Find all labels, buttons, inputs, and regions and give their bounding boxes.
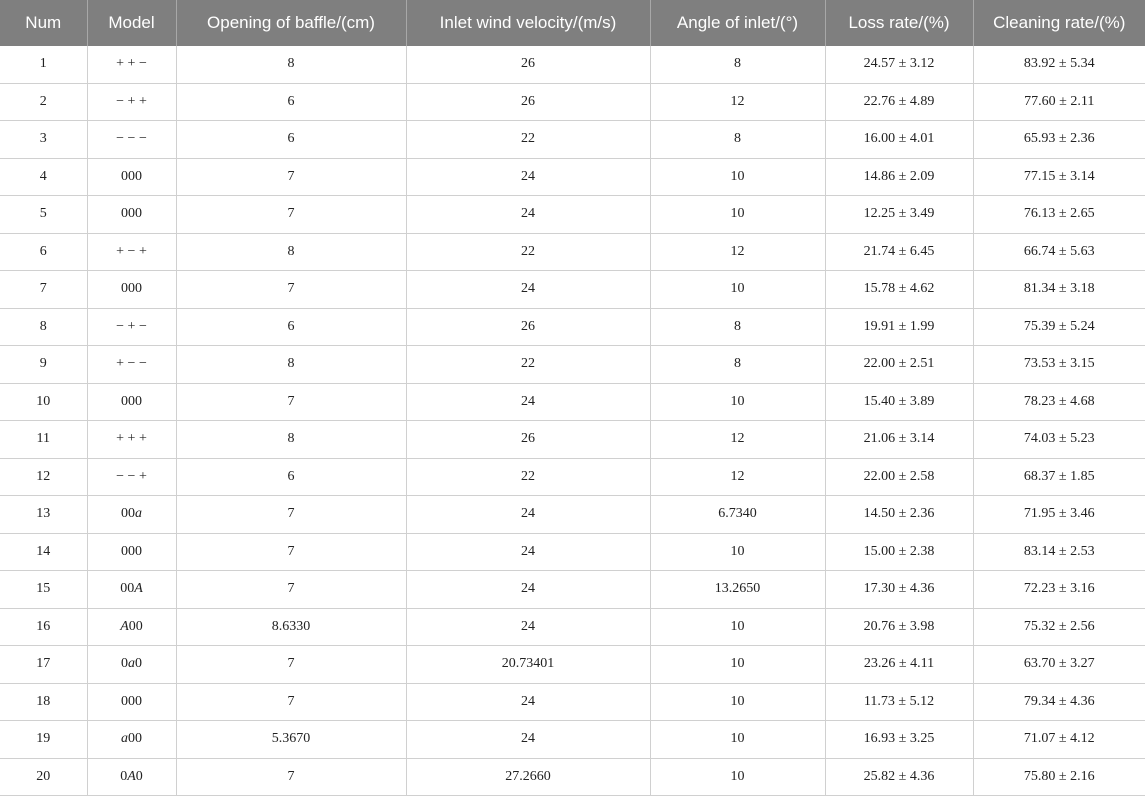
cell-model: 000: [87, 383, 176, 421]
cell-model: + + +: [87, 421, 176, 459]
cell-velocity: 24: [406, 721, 650, 759]
cell-angle: 10: [650, 383, 825, 421]
cell-loss-rate: 23.26 ± 4.11: [825, 646, 973, 684]
cell-loss-rate: 14.86 ± 2.09: [825, 158, 973, 196]
cell-model: − + −: [87, 308, 176, 346]
cell-velocity: 26: [406, 421, 650, 459]
cell-loss-rate: 22.76 ± 4.89: [825, 83, 973, 121]
cell-cleaning-rate: 77.15 ± 3.14: [973, 158, 1145, 196]
table-row: [0, 646, 1145, 684]
cell-num: 5: [0, 196, 87, 234]
cell-velocity: 20.73401: [406, 646, 650, 684]
cell-model: + − −: [87, 346, 176, 384]
cell-angle: 10: [650, 608, 825, 646]
cell-angle: 12: [650, 83, 825, 121]
cell-opening: 7: [176, 383, 406, 421]
cell-cleaning-rate: 75.39 ± 5.24: [973, 308, 1145, 346]
cell-velocity: 26: [406, 308, 650, 346]
cell-opening: 7: [176, 683, 406, 721]
cell-angle: 8: [650, 346, 825, 384]
cell-loss-rate: 20.76 ± 3.98: [825, 608, 973, 646]
cell-opening: 8.6330: [176, 608, 406, 646]
cell-angle: 10: [650, 683, 825, 721]
header-opening-of-baffle: Opening of baffle/(cm): [176, 0, 406, 46]
cell-num: 19: [0, 721, 87, 759]
cell-loss-rate: 21.74 ± 6.45: [825, 233, 973, 271]
table-row: [0, 683, 1145, 721]
cell-velocity: 22: [406, 121, 650, 159]
cell-cleaning-rate: 77.60 ± 2.11: [973, 83, 1145, 121]
cell-angle: 12: [650, 421, 825, 459]
cell-angle: 10: [650, 646, 825, 684]
table-row: [0, 196, 1145, 234]
cell-opening: 7: [176, 646, 406, 684]
cell-opening: 8: [176, 421, 406, 459]
cell-num: 17: [0, 646, 87, 684]
cell-model: A00: [87, 608, 176, 646]
cell-cleaning-rate: 63.70 ± 3.27: [973, 646, 1145, 684]
cell-model: a00: [87, 721, 176, 759]
cell-velocity: 24: [406, 158, 650, 196]
cell-opening: 7: [176, 196, 406, 234]
cell-cleaning-rate: 75.80 ± 2.16: [973, 758, 1145, 796]
cell-loss-rate: 21.06 ± 3.14: [825, 421, 973, 459]
cell-velocity: 24: [406, 383, 650, 421]
cell-cleaning-rate: 74.03 ± 5.23: [973, 421, 1145, 459]
cell-cleaning-rate: 71.07 ± 4.12: [973, 721, 1145, 759]
cell-cleaning-rate: 83.92 ± 5.34: [973, 46, 1145, 83]
cell-opening: 7: [176, 158, 406, 196]
cell-velocity: 24: [406, 571, 650, 609]
table-row: [0, 83, 1145, 121]
cell-cleaning-rate: 81.34 ± 3.18: [973, 271, 1145, 309]
cell-model: 000: [87, 158, 176, 196]
cell-loss-rate: 11.73 ± 5.12: [825, 683, 973, 721]
cell-cleaning-rate: 75.32 ± 2.56: [973, 608, 1145, 646]
cell-opening: 6: [176, 83, 406, 121]
cell-angle: 13.2650: [650, 571, 825, 609]
cell-loss-rate: 14.50 ± 2.36: [825, 496, 973, 534]
table-row: [0, 308, 1145, 346]
cell-model: + + −: [87, 46, 176, 83]
cell-model: 00A: [87, 571, 176, 609]
cell-angle: 10: [650, 271, 825, 309]
cell-model: − − +: [87, 458, 176, 496]
cell-model: 000: [87, 196, 176, 234]
cell-velocity: 22: [406, 346, 650, 384]
cell-angle: 8: [650, 121, 825, 159]
cell-opening: 6: [176, 458, 406, 496]
cell-loss-rate: 17.30 ± 4.36: [825, 571, 973, 609]
cell-velocity: 26: [406, 83, 650, 121]
header-loss-rate: Loss rate/(%): [825, 0, 973, 46]
table-row: [0, 158, 1145, 196]
cell-num: 3: [0, 121, 87, 159]
cell-loss-rate: 24.57 ± 3.12: [825, 46, 973, 83]
cell-num: 7: [0, 271, 87, 309]
cell-angle: 12: [650, 233, 825, 271]
table-row: [0, 608, 1145, 646]
table-row: [0, 233, 1145, 271]
cell-cleaning-rate: 73.53 ± 3.15: [973, 346, 1145, 384]
cell-cleaning-rate: 65.93 ± 2.36: [973, 121, 1145, 159]
table-row: [0, 121, 1145, 159]
cell-opening: 8: [176, 46, 406, 83]
cell-angle: 10: [650, 158, 825, 196]
cell-opening: 7: [176, 496, 406, 534]
cell-loss-rate: 16.00 ± 4.01: [825, 121, 973, 159]
cell-num: 13: [0, 496, 87, 534]
cell-velocity: 24: [406, 683, 650, 721]
cell-angle: 12: [650, 458, 825, 496]
cell-num: 6: [0, 233, 87, 271]
cell-num: 11: [0, 421, 87, 459]
cell-cleaning-rate: 79.34 ± 4.36: [973, 683, 1145, 721]
cell-opening: 5.3670: [176, 721, 406, 759]
cell-num: 8: [0, 308, 87, 346]
cell-model: − − −: [87, 121, 176, 159]
cell-angle: 8: [650, 308, 825, 346]
cell-loss-rate: 15.00 ± 2.38: [825, 533, 973, 571]
cell-angle: 10: [650, 758, 825, 796]
cell-num: 4: [0, 158, 87, 196]
cell-num: 16: [0, 608, 87, 646]
cell-velocity: 24: [406, 271, 650, 309]
cell-velocity: 24: [406, 533, 650, 571]
table-row: [0, 496, 1145, 534]
cell-loss-rate: 22.00 ± 2.51: [825, 346, 973, 384]
cell-velocity: 22: [406, 458, 650, 496]
header-model: Model: [87, 0, 176, 46]
table-row: [0, 458, 1145, 496]
table-row: [0, 533, 1145, 571]
cell-cleaning-rate: 76.13 ± 2.65: [973, 196, 1145, 234]
cell-velocity: 24: [406, 196, 650, 234]
table-row: [0, 421, 1145, 459]
cell-num: 20: [0, 758, 87, 796]
cell-angle: 10: [650, 533, 825, 571]
cell-loss-rate: 12.25 ± 3.49: [825, 196, 973, 234]
cell-cleaning-rate: 83.14 ± 2.53: [973, 533, 1145, 571]
header-num: Num: [0, 0, 87, 46]
table-row: [0, 346, 1145, 384]
cell-opening: 7: [176, 758, 406, 796]
cell-num: 18: [0, 683, 87, 721]
cell-opening: 6: [176, 121, 406, 159]
cell-loss-rate: 16.93 ± 3.25: [825, 721, 973, 759]
cell-model: 000: [87, 533, 176, 571]
cell-velocity: 26: [406, 46, 650, 83]
table-row: [0, 383, 1145, 421]
cell-loss-rate: 19.91 ± 1.99: [825, 308, 973, 346]
cell-velocity: 24: [406, 496, 650, 534]
cell-opening: 7: [176, 533, 406, 571]
cell-model: + − +: [87, 233, 176, 271]
cell-cleaning-rate: 78.23 ± 4.68: [973, 383, 1145, 421]
cell-cleaning-rate: 68.37 ± 1.85: [973, 458, 1145, 496]
cell-velocity: 24: [406, 608, 650, 646]
cell-cleaning-rate: 72.23 ± 3.16: [973, 571, 1145, 609]
header-inlet-wind-velocity: Inlet wind velocity/(m/s): [406, 0, 650, 46]
cell-loss-rate: 15.78 ± 4.62: [825, 271, 973, 309]
cell-model: 0a0: [87, 646, 176, 684]
cell-cleaning-rate: 66.74 ± 5.63: [973, 233, 1145, 271]
cell-loss-rate: 15.40 ± 3.89: [825, 383, 973, 421]
cell-num: 12: [0, 458, 87, 496]
cell-velocity: 27.2660: [406, 758, 650, 796]
cell-model: 0A0: [87, 758, 176, 796]
cell-opening: 7: [176, 271, 406, 309]
header-row: [0, 0, 1145, 46]
cell-velocity: 22: [406, 233, 650, 271]
cell-opening: 8: [176, 346, 406, 384]
cell-cleaning-rate: 71.95 ± 3.46: [973, 496, 1145, 534]
cell-num: 2: [0, 83, 87, 121]
cell-angle: 8: [650, 46, 825, 83]
table-row: [0, 721, 1145, 759]
table-row: [0, 571, 1145, 609]
cell-loss-rate: 25.82 ± 4.36: [825, 758, 973, 796]
table-body: [0, 46, 1145, 796]
table-row: [0, 46, 1145, 83]
table-row: [0, 271, 1145, 309]
cell-num: 1: [0, 46, 87, 83]
cell-opening: 7: [176, 571, 406, 609]
cell-loss-rate: 22.00 ± 2.58: [825, 458, 973, 496]
cell-opening: 6: [176, 308, 406, 346]
cell-num: 9: [0, 346, 87, 384]
cell-num: 14: [0, 533, 87, 571]
header-angle-of-inlet: Angle of inlet/(°): [650, 0, 825, 46]
cell-model: 000: [87, 271, 176, 309]
cell-angle: 10: [650, 721, 825, 759]
cell-angle: 10: [650, 196, 825, 234]
table-header: [0, 0, 1145, 46]
cell-model: 00a: [87, 496, 176, 534]
cell-num: 10: [0, 383, 87, 421]
cell-model: 000: [87, 683, 176, 721]
table-row: [0, 758, 1145, 796]
cell-model: − + +: [87, 83, 176, 121]
cell-angle: 6.7340: [650, 496, 825, 534]
cell-num: 15: [0, 571, 87, 609]
cell-opening: 8: [176, 233, 406, 271]
header-cleaning-rate: Cleaning rate/(%): [973, 0, 1145, 46]
